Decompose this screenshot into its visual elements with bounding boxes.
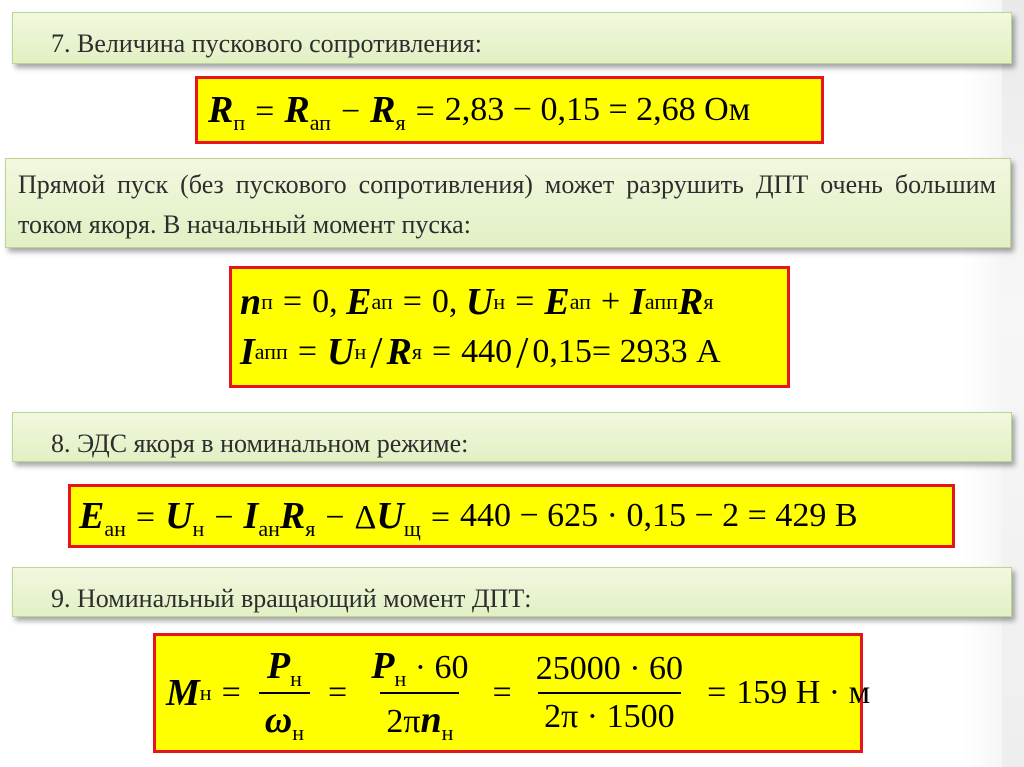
formula-2-voltage: 440: [461, 333, 513, 370]
paragraph-text: Прямой пуск (без пускового сопротивления) может разрушить ДПТ очень большим током якоря. В начальный момент пуска:: [18, 170, 996, 239]
formula-torque: M н = $\frac{P_н}{\omega_н}$ = $\frac{P_н \cdot 60}{2\pi n_н}$ = $\frac{25000 \cdot 60}{2\pi \cdot 1500}$ = 159 Н · м: [153, 633, 863, 753]
section-9-box: [12, 567, 1012, 617]
section-7-heading: 7. Величина пускового сопротивления:: [51, 29, 482, 58]
formula-3-value: 440 − 625 · 0,15 − 2 = 429 В: [460, 497, 858, 534]
paragraph-box: [5, 158, 1011, 248]
formula-direct-start: [229, 266, 790, 388]
formula-4-frac2-numerator: · 60: [414, 649, 469, 686]
formula-start-resistance: [195, 76, 824, 144]
formula-4-result: 159 Н · м: [736, 674, 871, 711]
formula-2-result: 0,15= 2933 А: [532, 333, 721, 370]
formula-4-frac3-denominator: 2π · 1500: [538, 692, 681, 736]
section-8-box: [12, 412, 1012, 462]
formula-1-value: 2,83 − 0,15 = 2,68 Ом: [444, 91, 751, 128]
section-8-heading: 8. ЭДС якоря в номинальном режиме:: [51, 429, 469, 458]
formula-4-frac2-denominator: 2π: [386, 703, 421, 740]
formula-1-lhs: $R_п = R_{ап} - R_я$ =: [208, 89, 435, 135]
formula-2-n-value: 0,: [312, 283, 338, 320]
formula-4-fraction-1: $\frac{P_н}{\omega_н}$: [259, 644, 310, 742]
formula-4-frac3-numerator: 25000 · 60: [535, 650, 684, 687]
section-7-box: [12, 12, 1012, 64]
formula-2-e-value: 0,: [431, 283, 458, 320]
formula-4-fraction-2: $\frac{P_н \cdot 60}{2\pi n_н}$: [371, 645, 469, 745]
section-9-heading: 9. Номинальный вращающий момент ДПТ:: [51, 584, 532, 613]
formula-3-lhs: $E_{ан} = U_н - I_{ан}R_я - \Delta U_щ$ =: [79, 495, 450, 541]
formula-4-fraction-3: [530, 650, 689, 736]
formula-2-line-2: I апп = U н / R я = 440 / 0,15= 2933 А: [240, 327, 721, 377]
slide-edge: [1002, 0, 1024, 767]
formula-emf: [68, 484, 955, 548]
formula-2-line-1: n п = 0, E ап = 0, U н = E ап + I апп R я: [240, 281, 714, 323]
